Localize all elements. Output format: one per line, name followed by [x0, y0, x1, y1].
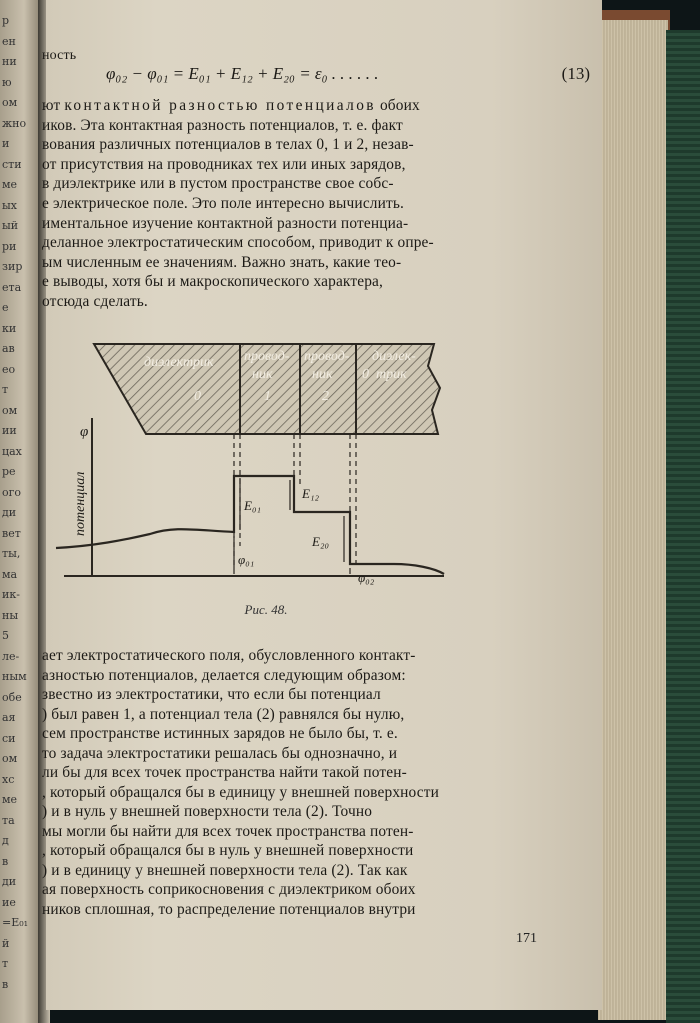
left-page-fragment: жно [2, 116, 27, 130]
svg-text:ник: ник [312, 367, 333, 382]
left-page-fragment: ре [2, 465, 16, 478]
left-page-margin [0, 0, 40, 1023]
line-text: вования различных потенциалов в телах 0, 1 и 2, незав- [42, 136, 414, 154]
line-text: обоих [375, 97, 420, 114]
svg-text:0: 0 [194, 389, 201, 404]
text-line [42, 174, 394, 194]
svg-text:2: 2 [322, 389, 329, 404]
left-page-fragment: ди [2, 506, 17, 519]
figure-48 [54, 336, 474, 586]
text-line [42, 214, 408, 234]
left-page-fragment: ны [2, 608, 19, 622]
text-line: то задача электростатики решалась бы однозначно, и [42, 744, 398, 762]
label-e12: E₁₂ [302, 486, 319, 501]
text-line: ) и в нуль у внешней поверхности тела (2). Точно [42, 803, 373, 820]
left-page-fragment: ным [2, 670, 27, 683]
text-line: ) и в единицу у внешней поверхности тела (2). Так как [42, 861, 408, 879]
left-page-fragment: т [2, 383, 9, 396]
page-edges [598, 20, 668, 1020]
left-page-fragment: =E₀₁ [2, 916, 29, 929]
left-page-fragment: р [2, 14, 10, 27]
left-page-fragment: ма [2, 567, 18, 581]
figure-caption: Рис. 48. [244, 602, 288, 617]
left-page-fragment: е [2, 301, 9, 314]
left-page-fragment: цах [2, 444, 22, 458]
left-page-fragment: ты, [2, 547, 21, 560]
left-page-fragment: в [2, 854, 9, 868]
line-text: иков. Эта контактная разность потенциалов, т. е. факт [42, 116, 403, 134]
left-page-fragment: ме [2, 178, 18, 191]
svg-text:ник: ник [252, 367, 273, 382]
left-page-fragment: ав [2, 342, 15, 355]
left-page-fragment: ки [2, 321, 17, 335]
left-page-fragment: т [2, 957, 9, 970]
line-text: иментальное изучение контактной разности потенциа- [42, 214, 409, 232]
svg-text:трик: трик [376, 367, 407, 382]
left-page-fragment: сти [2, 157, 22, 171]
left-page-fragment: ео [2, 362, 16, 376]
left-page-fragment: та [2, 813, 15, 827]
left-page-fragment: ле- [2, 649, 20, 663]
left-page-fragment: ом [2, 752, 18, 765]
left-page-fragment: в [2, 977, 9, 991]
left-page-fragment: 5 [2, 629, 9, 642]
text-line [42, 116, 403, 136]
line-text: деланное электростатическим способом, приводит к опре- [42, 234, 434, 252]
left-page-fragment: ых [2, 198, 17, 212]
left-page-fragment: ди [2, 875, 17, 888]
line-text: отсюда сделать. [42, 293, 148, 310]
left-page-fragment: ого [2, 485, 22, 499]
svg-text:0: 0 [362, 367, 369, 382]
left-page-fragment: ая [2, 711, 16, 724]
text-line [42, 96, 420, 116]
label-e01: E₀₁ [244, 498, 261, 513]
left-page-fragment: й [2, 936, 10, 950]
text-line: , который обращался бы в единицу у внешней поверхности [42, 783, 440, 801]
left-page-fragment: хс [2, 772, 15, 786]
left-page-fragment: ю [2, 75, 12, 89]
text-line [42, 292, 148, 312]
axis-symbol: φ [80, 424, 89, 440]
line-text: в диэлектрике или в пустом пространстве свое собс- [42, 175, 394, 193]
svg-text:провод-: провод- [304, 349, 350, 364]
left-page-fragment: д [2, 834, 9, 847]
svg-text:провод-: провод- [244, 349, 290, 364]
running-header: ность [42, 48, 77, 63]
text-line: ников сплошная, то распределение потенциалов внутри [42, 900, 416, 918]
text-line [42, 194, 404, 214]
text-line: азностью потенциалов, делается следующим образом: [42, 666, 406, 684]
line-text: от присутствия на проводниках тех или иных зарядов, [42, 155, 406, 173]
page-number: 171 [516, 931, 537, 946]
left-page-fragment: ета [2, 280, 22, 294]
text-line [42, 253, 401, 273]
label-e20: E₂₀ [312, 534, 329, 549]
left-page-fragment: ии [2, 424, 17, 437]
left-page-fragment: ие [2, 895, 16, 909]
text-line: мы могли бы найти для всех точек пространства потен- [42, 822, 414, 840]
label-phi01: φ₀₁ [238, 552, 255, 567]
equation-rhs: E₀₁ + E₁₂ + E₂₀ = ε₀ . . . . . . [188, 64, 379, 83]
text-line: ) был равен 1, а потенциал тела (2) равнялся бы нулю, [42, 705, 405, 723]
text-line: сем пространстве истинных зарядов не было бы, т. е. [42, 725, 398, 742]
left-page-fragment: ом [2, 96, 18, 109]
left-page-fragment: ни [2, 55, 17, 68]
left-page-fragment: ый [2, 219, 19, 232]
text-line: ая поверхность соприкосновения с диэлектриком обоих [42, 881, 416, 898]
left-page-fragment: ме [2, 793, 18, 806]
line-text: е выводы, хотя бы и макроскопического характера, [42, 273, 384, 291]
line-text: ют [42, 97, 65, 114]
svg-text:диэлектрик: диэлектрик [144, 355, 214, 370]
svg-text:1: 1 [264, 389, 271, 404]
left-page-fragment: ом [2, 403, 18, 417]
line-text: е электрическое поле. Это поле интересно вычислить. [42, 195, 405, 212]
left-page-fragment: и [2, 137, 10, 150]
svg-text:диэлек-: диэлек- [372, 349, 416, 364]
left-page-fragment: си [2, 731, 16, 745]
text-line [42, 272, 383, 292]
equation-lhs: φ₀₂ − φ₀₁ = [106, 64, 189, 83]
left-page-fragment: ри [2, 239, 17, 253]
text-line: ает электростатического поля, обусловленного контакт- [42, 647, 416, 664]
left-page-fragment: вет [2, 526, 21, 540]
emphasized-term: контактной разностью потенциалов [64, 97, 376, 114]
text-line [42, 135, 414, 155]
axis-label: потенциал [73, 471, 88, 536]
equation [106, 64, 379, 84]
book-cover [666, 30, 700, 1023]
text-line: ли бы для всех точек пространства найти такой потен- [42, 764, 407, 781]
equation-number: (13) [561, 64, 590, 83]
text-line: , который обращался бы в нуль у внешней поверхности [42, 842, 414, 859]
line-text: ым численным ее значениям. Важно знать, какие тео- [42, 253, 402, 271]
text-line: звестно из электростатики, что если бы потенциал [42, 686, 381, 703]
text-line [42, 233, 434, 253]
left-page-fragment: обе [2, 690, 22, 704]
book-page [42, 0, 602, 1010]
text-line [42, 155, 406, 175]
label-phi02: φ₀₂ [358, 570, 375, 585]
left-page-fragment: ик- [2, 588, 20, 601]
left-page-fragment: зир [2, 260, 23, 273]
left-page-fragment: ен [2, 34, 16, 48]
